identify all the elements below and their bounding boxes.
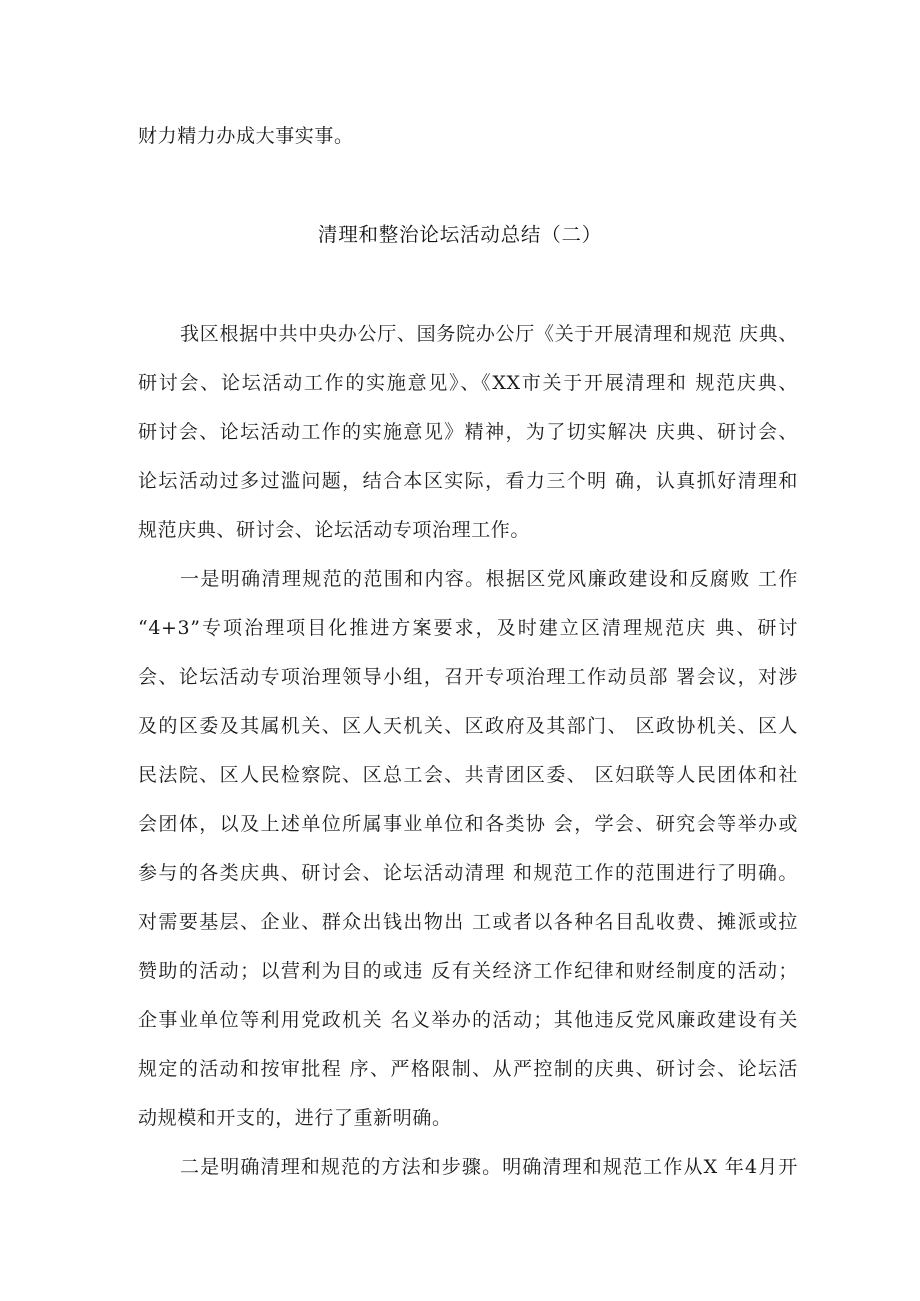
paragraph-2-line: 赞助的活动；以营利为目的或违 反有关经济工作纪律和财经制度的活动； [138, 960, 798, 982]
paragraph-2-line: 规定的活动和按审批程 序、严格限制、从严控制的庆典、研讨会、论坛活 [138, 1058, 798, 1080]
top-fragment-line: 财力精力办成大事实事。 [138, 125, 354, 147]
paragraph-2-line: “4+3”专项治理项目化推进方案要求，及时建立区清理规范庆 典、研讨 [138, 617, 798, 639]
paragraph-1-line: 我区根据中共中央办公厅、国务院办公厅《关于开展清理和规范 庆典、 [180, 323, 798, 345]
paragraph-2-line: 会团体，以及上述单位所属事业单位和各类协 会，学会、研究会等举办或 [138, 813, 798, 835]
paragraph-1-line: 研讨会、论坛活动工作的实施意见》精神，为了切实解决 庆典、研讨会、 [138, 421, 798, 443]
paragraph-2-line: 对需要基层、企业、群众出钱出物出 工或者以各种名目乱收费、摊派或拉 [138, 911, 798, 933]
paragraph-2-line: 企事业单位等利用党政机关 名义举办的活动；其他违反党风廉政建设有关 [138, 1009, 798, 1031]
document-title: 清理和整治论坛活动总结（二） [317, 223, 603, 246]
paragraph-3-line: 二是明确清理和规范的方法和步骤。明确清理和规范工作从X 年4月开 [180, 1156, 798, 1178]
paragraph-2-line: 民法院、区人民检察院、区总工会、共青团区委、 区妇联等人民团体和社 [138, 764, 798, 786]
paragraph-1-line: 研讨会、论坛活动工作的实施意见》、《XX市关于开展清理和 规范庆典、 [138, 372, 798, 394]
paragraph-1-line: 论坛活动过多过滥问题，结合本区实际，看力三个明 确，认真抓好清理和 [138, 470, 798, 492]
paragraph-2-line: 一是明确清理规范的范围和内容。根据区党风廉政建设和反腐败 工作 [180, 568, 798, 590]
paragraph-2-line: 会、论坛活动专项治理领导小组，召开专项治理工作动员部 署会议，对涉 [138, 666, 798, 688]
paragraph-2-line: 动规模和开支的，进行了重新明确。 [138, 1107, 452, 1129]
paragraph-2-line: 参与的各类庆典、研讨会、论坛活动清理 和规范工作的范围进行了明确。 [138, 862, 798, 884]
paragraph-1-line: 规范庆典、研讨会、论坛活动专项治理工作。 [138, 519, 531, 541]
paragraph-2-line: 及的区委及其属机关、区人天机关、区政府及其部门、 区政协机关、区人 [138, 715, 798, 737]
